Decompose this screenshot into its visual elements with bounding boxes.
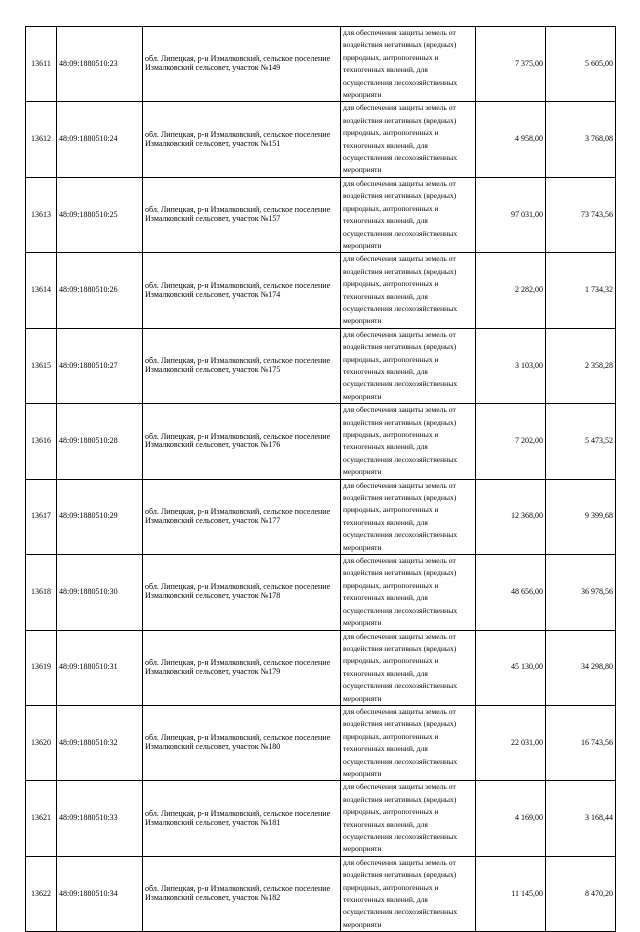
address-cell: обл. Липецкая, р-н Измалковский, сельское поселение Измалковский сельсовет, участок №181 [143,781,341,856]
cadastral-value-cell: 9 399,68 [546,479,616,554]
cadastral-number-cell: 48:09:1880510:29 [57,479,143,554]
table-row [26,404,616,479]
table-row [26,630,616,705]
cadastral-number-cell: 48:09:1880510:31 [57,630,143,705]
cadastral-number-cell: 48:09:1880510:33 [57,781,143,856]
address-cell: обл. Липецкая, р-н Измалковский, сельское поселение Измалковский сельсовет, участок №177 [143,479,341,554]
cadastral-value-cell: 73 743,56 [546,177,616,252]
row-number-cell: 13612 [26,102,57,177]
purpose-cell: для обеспечения защиты земель от воздействия негативных (вредных) природных, антропогенных и техногенных явлений, для осуществления лесохозяйственных мероприяти [341,253,476,328]
purpose-cell: для обеспечения защиты земель от воздействия негативных (вредных) природных, антропогенных и техногенных явлений, для осуществления лесохозяйственных мероприяти [341,102,476,177]
address-cell: обл. Липецкая, р-н Измалковский, сельское поселение Измалковский сельсовет, участок №176 [143,404,341,479]
land-plots-table [25,26,616,932]
purpose-cell: для обеспечения защиты земель от воздействия негативных (вредных) природных, антропогенных и техногенных явлений, для осуществления лесохозяйственных мероприяти [341,630,476,705]
cadastral-number-cell: 48:09:1880510:25 [57,177,143,252]
row-number-cell: 13615 [26,328,57,403]
table-row [26,555,616,630]
cadastral-number-cell: 48:09:1880510:28 [57,404,143,479]
area-cell: 7 375,00 [476,27,546,102]
row-number-cell: 13614 [26,253,57,328]
table-row [26,177,616,252]
purpose-cell: для обеспечения защиты земель от воздействия негативных (вредных) природных, антропогенных и техногенных явлений, для осуществления лесохозяйственных мероприяти [341,404,476,479]
address-cell: обл. Липецкая, р-н Измалковский, сельское поселение Измалковский сельсовет, участок №157 [143,177,341,252]
row-number-cell: 13618 [26,555,57,630]
area-cell: 48 656,00 [476,555,546,630]
table-row [26,27,616,102]
address-cell: обл. Липецкая, р-н Измалковский, сельское поселение Измалковский сельсовет, участок №178 [143,555,341,630]
row-number-cell: 13621 [26,781,57,856]
area-cell: 11 145,00 [476,856,546,931]
area-cell: 2 282,00 [476,253,546,328]
table-body [26,27,616,932]
cadastral-value-cell: 3 168,44 [546,781,616,856]
address-cell: обл. Липецкая, р-н Измалковский, сельское поселение Измалковский сельсовет, участок №151 [143,102,341,177]
cadastral-value-cell: 36 978,56 [546,555,616,630]
table-row [26,781,616,856]
area-cell: 7 202,00 [476,404,546,479]
purpose-cell: для обеспечения защиты земель от воздействия негативных (вредных) природных, антропогенных и техногенных явлений, для осуществления лесохозяйственных мероприяти [341,856,476,931]
table-row [26,705,616,780]
cadastral-number-cell: 48:09:1880510:30 [57,555,143,630]
table-row [26,856,616,931]
cadastral-number-cell: 48:09:1880510:32 [57,705,143,780]
cadastral-value-cell: 5 605,00 [546,27,616,102]
address-cell: обл. Липецкая, р-н Измалковский, сельское поселение Измалковский сельсовет, участок №174 [143,253,341,328]
area-cell: 97 031,00 [476,177,546,252]
purpose-cell: для обеспечения защиты земель от воздействия негативных (вредных) природных, антропогенных и техногенных явлений, для осуществления лесохозяйственных мероприяти [341,479,476,554]
row-number-cell: 13613 [26,177,57,252]
table-row [26,253,616,328]
row-number-cell: 13620 [26,705,57,780]
purpose-cell: для обеспечения защиты земель от воздействия негативных (вредных) природных, антропогенных и техногенных явлений, для осуществления лесохозяйственных мероприяти [341,177,476,252]
purpose-cell: для обеспечения защиты земель от воздействия негативных (вредных) природных, антропогенных и техногенных явлений, для осуществления лесохозяйственных мероприяти [341,27,476,102]
cadastral-value-cell: 3 768,08 [546,102,616,177]
row-number-cell: 13616 [26,404,57,479]
area-cell: 3 103,00 [476,328,546,403]
row-number-cell: 13617 [26,479,57,554]
area-cell: 4 169,00 [476,781,546,856]
row-number-cell: 13622 [26,856,57,931]
address-cell: обл. Липецкая, р-н Измалковский, сельское поселение Измалковский сельсовет, участок №175 [143,328,341,403]
cadastral-value-cell: 5 473,52 [546,404,616,479]
table-row [26,328,616,403]
area-cell: 4 958,00 [476,102,546,177]
cadastral-value-cell: 8 470,20 [546,856,616,931]
address-cell: обл. Липецкая, р-н Измалковский, сельское поселение Измалковский сельсовет, участок №180 [143,705,341,780]
row-number-cell: 13619 [26,630,57,705]
area-cell: 45 130,00 [476,630,546,705]
area-cell: 22 031,00 [476,705,546,780]
table-row [26,102,616,177]
table-row [26,479,616,554]
cadastral-number-cell: 48:09:1880510:26 [57,253,143,328]
cadastral-number-cell: 48:09:1880510:27 [57,328,143,403]
purpose-cell: для обеспечения защиты земель от воздействия негативных (вредных) природных, антропогенных и техногенных явлений, для осуществления лесохозяйственных мероприяти [341,555,476,630]
cadastral-value-cell: 1 734,32 [546,253,616,328]
cadastral-value-cell: 2 358,28 [546,328,616,403]
address-cell: обл. Липецкая, р-н Измалковский, сельское поселение Измалковский сельсовет, участок №149 [143,27,341,102]
address-cell: обл. Липецкая, р-н Измалковский, сельское поселение Измалковский сельсовет, участок №179 [143,630,341,705]
cadastral-number-cell: 48:09:1880510:34 [57,856,143,931]
address-cell: обл. Липецкая, р-н Измалковский, сельское поселение Измалковский сельсовет, участок №182 [143,856,341,931]
area-cell: 12 368,00 [476,479,546,554]
row-number-cell: 13611 [26,27,57,102]
cadastral-number-cell: 48:09:1880510:23 [57,27,143,102]
cadastral-value-cell: 16 743,56 [546,705,616,780]
cadastral-value-cell: 34 298,80 [546,630,616,705]
purpose-cell: для обеспечения защиты земель от воздействия негативных (вредных) природных, антропогенных и техногенных явлений, для осуществления лесохозяйственных мероприяти [341,705,476,780]
purpose-cell: для обеспечения защиты земель от воздействия негативных (вредных) природных, антропогенных и техногенных явлений, для осуществления лесохозяйственных мероприяти [341,328,476,403]
purpose-cell: для обеспечения защиты земель от воздействия негативных (вредных) природных, антропогенных и техногенных явлений, для осуществления лесохозяйственных мероприяти [341,781,476,856]
cadastral-number-cell: 48:09:1880510:24 [57,102,143,177]
